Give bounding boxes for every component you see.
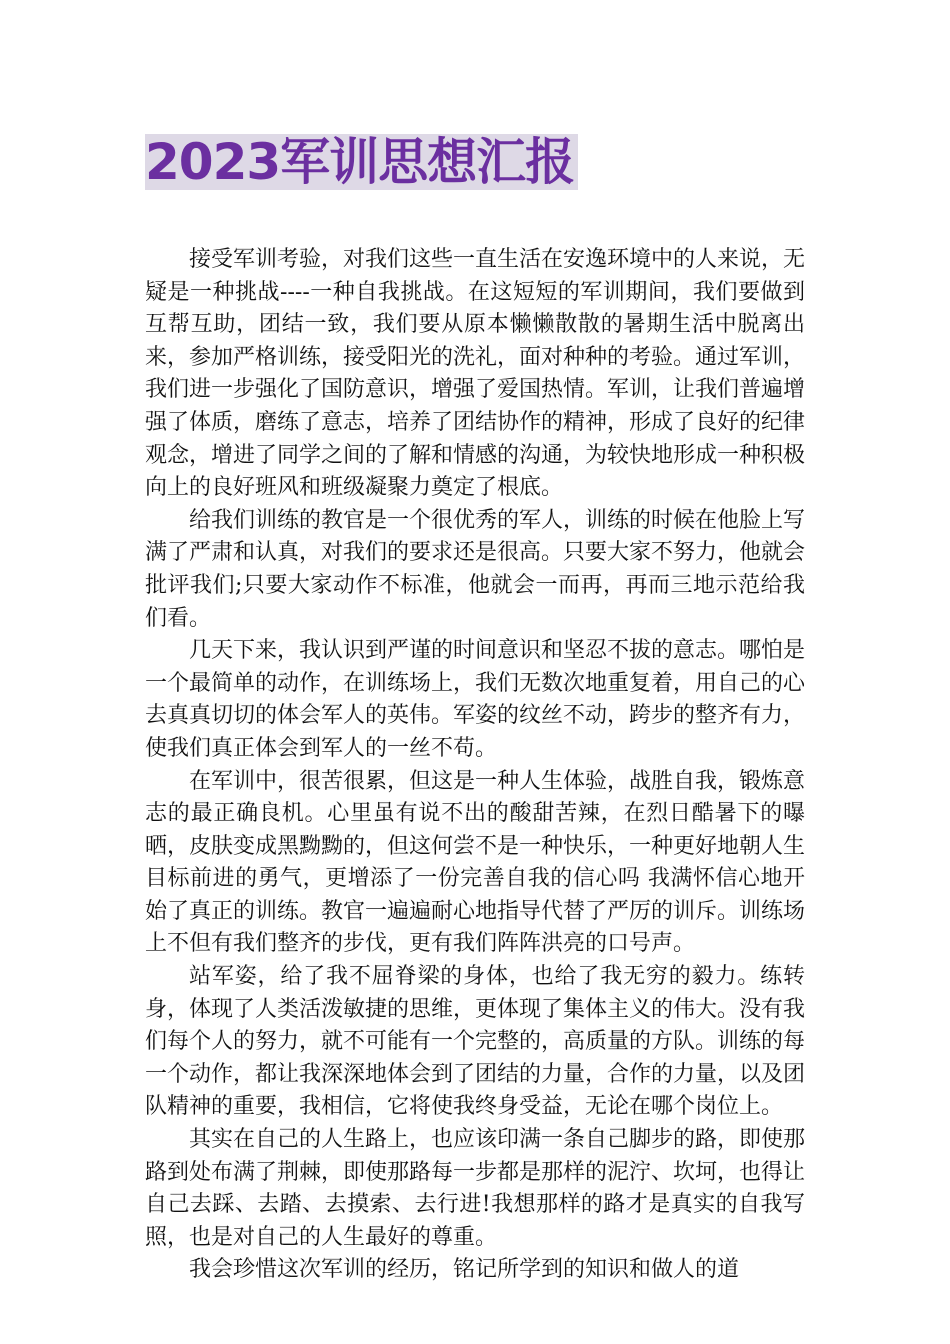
paragraph-5: 站军姿，给了我不屈脊梁的身体，也给了我无穷的毅力。练转身，体现了人类活泼敏捷的思维，更体现了集体主义的伟大。没有我们每个人的努力，就不可能有一个完整的，高质量的方队。训练的每一个动作，都让我深深地体会到了团结的力量，合作的力量，以及团队精神的重要，我相信，它将使我终身受益，无论在哪个岗位上。 <box>145 964 806 1120</box>
document-body <box>145 244 805 1287</box>
paragraph-1: 接受军训考验，对我们这些一直生活在安逸环境中的人来说，无疑是一种挑战----一种自我挑战。在这短短的军训期间，我们要做到互帮互助，团结一致，我们要从原本懒懒散散的暑期生活中脱离出来，参加严格训练，接受阳光的洗礼，面对种种的考验。通过军训，我们进一步强化了国防意识，增强了爱国热情。军训，让我们普遍增强了体质，磨练了意志，培养了团结协作的精神，形成了良好的纪律观念，增进了同学之间的了解和情感的沟通，为较快地形成一种积极向上的良好班风和班级凝聚力奠定了根底。 <box>145 247 806 501</box>
paragraph-7: 我会珍惜这次军训的经历，铭记所学到的知识和做人的道 <box>189 1257 740 1283</box>
paragraph-3: 几天下来，我认识到严谨的时间意识和坚忍不拔的意志。哪怕是一个最简单的动作，在训练场上，我们无数次地重复着，用自己的心去真真切切的体会军人的英伟。军姿的纹丝不动，跨步的整齐有力，使我们真正体会到军人的一丝不苟。 <box>145 638 806 761</box>
paragraph-6: 其实在自己的人生路上，也应该印满一条自己脚步的路，即使那路到处布满了荆棘，即使那路每一步都是那样的泥泞、坎坷，也得让自己去踩、去踏、去摸索、去行进!我想那样的路才是真实的自我写照，也是对自己的人生最好的尊重。 <box>145 1127 806 1250</box>
document-title: 2023军训思想汇报 <box>145 134 578 190</box>
paragraph-2: 给我们训练的教官是一个很优秀的军人，训练的时候在他脸上写满了严肃和认真，对我们的要求还是很高。只要大家不努力，他就会批评我们;只要大家动作不标准，他就会一而再，再而三地示范给我们看。 <box>145 507 806 631</box>
paragraph-4: 在军训中，很苦很累，但这是一种人生体验，战胜自我，锻炼意志的最正确良机。心里虽有说不出的酸甜苦辣，在烈日酷暑下的曝晒，皮肤变成黑黝黝的，但这何尝不是一种快乐，一种更好地朝人生目标前进的勇气，更增添了一份完善自我的信心吗 我满怀信心地开始了真正的训练。教官一遍遍耐心地指导代替了严厉的训斥。训练场上不但有我们整齐的步伐，更有我们阵阵洪亮的口号声。 <box>145 768 806 957</box>
